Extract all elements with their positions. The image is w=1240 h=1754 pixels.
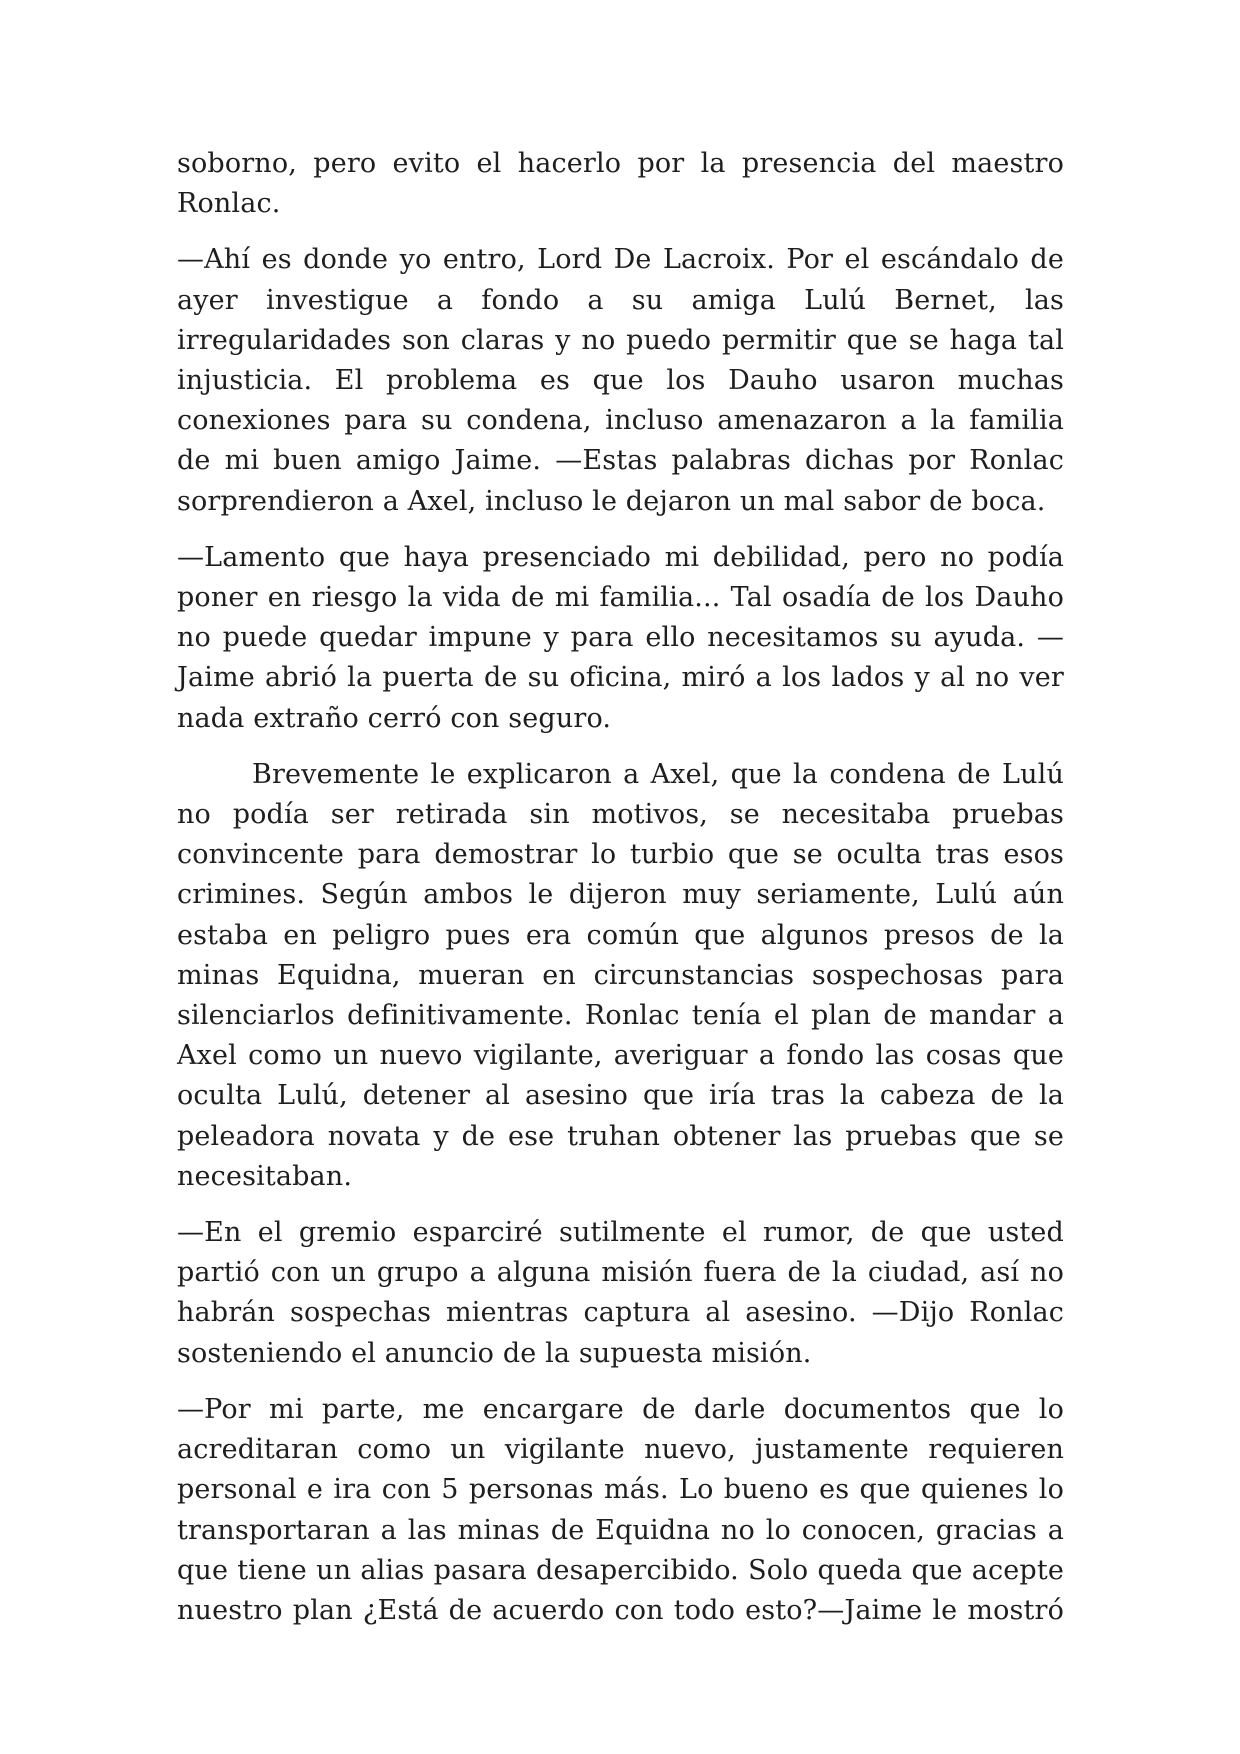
paragraph-2: —Ahí es donde yo entro, Lord De Lacroix. Por el escándalo de ayer investigue a fondo a su amiga Lulú Bernet, las irregularidades son claras y no puedo permitir que se haga tal injusticia. El problema es que los Dauho usaron muchas conexiones para su condena, incluso amenazaron a la familia de mi buen amigo Jaime. —Estas palabras dichas por Ronlac sorprendieron a Axel, incluso le dejaron un mal sabor de boca. <box>177 244 1064 517</box>
paragraph-6: —Por mi parte, me encargare de darle documentos que lo acreditaran como un vigilante nuevo, justamente requieren personal e ira con 5 personas más. Lo bueno es que quienes lo transportaran a las minas de Equidna no lo conocen, gracias a que tiene un alias pasara desapercibido. Solo queda que acepte nuestro plan ¿Está de acuerdo con todo esto?—Jaime le mostró <box>177 1393 1064 1626</box>
paragraph-5: —En el gremio esparciré sutilmente el rumor, de que usted partió con un grupo a alguna misión fuera de la ciudad, así no habrán sospechas mientras captura al asesino. —Dijo Ronlac sosteniendo el anuncio de la supuesta misión. <box>177 1217 1064 1369</box>
paragraph-1: soborno, pero evito el hacerlo por la presencia del maestro Ronlac. <box>177 148 1064 220</box>
body-text <box>177 144 1064 1631</box>
paragraph-4: Brevemente le explicaron a Axel, que la condena de Lulú no podía ser retirada sin motivos, se necesitaba pruebas convincente para demostrar lo turbio que se oculta tras esos crimines. Según ambos le dijeron muy seriamente, Lulú aún estaba en peligro pues era común que algunos presos de la minas Equidna, mueran en circunstancias sospechosas para silenciarlos definitivamente. Ronlac tenía el plan de mandar a Axel como un nuevo vigilante, averiguar a fondo las cosas que oculta Lulú, detener al asesino que iría tras la cabeza de la peleadora novata y de ese truhan obtener las pruebas que se necesitaban. <box>177 758 1064 1192</box>
paragraph-3: —Lamento que haya presenciado mi debilidad, pero no podía poner en riesgo la vida de mi familia... Tal osadía de los Dauho no puede quedar impune y para ello necesitamos su ayuda. —Jaime abrió la puerta de su oficina, miró a los lados y al no ver nada extraño cerró con seguro. <box>177 541 1064 734</box>
